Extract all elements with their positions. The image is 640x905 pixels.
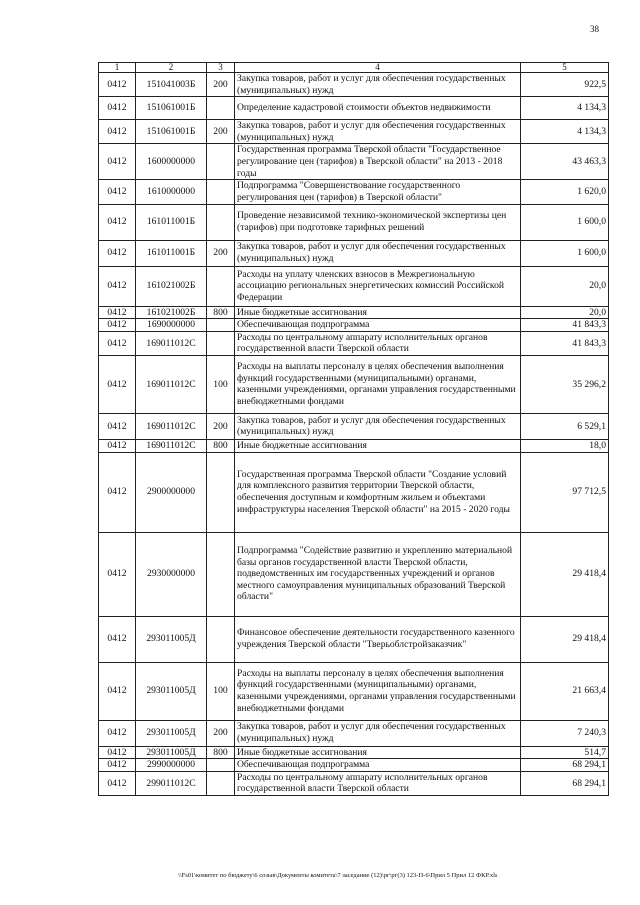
- section-code-cell: 0412: [99, 180, 136, 204]
- table-body: [99, 73, 609, 796]
- expense-type-cell: 100: [207, 662, 235, 720]
- expense-type-cell: 200: [207, 240, 235, 266]
- target-article-cell: 169011012С: [136, 331, 207, 355]
- amount-cell: 21 663,4: [521, 662, 609, 720]
- description-cell: Закупка товаров, работ и услуг для обеспечения государственных (муниципальных) нужд: [235, 413, 521, 439]
- section-code-cell: 0412: [99, 771, 136, 795]
- section-code-cell: 0412: [99, 306, 136, 319]
- amount-cell: 4 134,3: [521, 120, 609, 144]
- expense-type-cell: [207, 266, 235, 306]
- table-row: [99, 73, 609, 97]
- expense-type-cell: [207, 771, 235, 795]
- amount-cell: 1 600,0: [521, 204, 609, 240]
- description-cell: Обеспечивающая подпрограмма: [235, 319, 521, 332]
- amount-cell: 97 712,5: [521, 452, 609, 532]
- target-article-cell: 2990000000: [136, 759, 207, 772]
- target-article-cell: 169011012С: [136, 439, 207, 452]
- table-row: [99, 180, 609, 204]
- target-article-cell: 293011005Д: [136, 662, 207, 720]
- target-article-cell: 161011001Б: [136, 204, 207, 240]
- amount-cell: 514,7: [521, 746, 609, 759]
- table-row: [99, 97, 609, 120]
- expense-type-cell: 200: [207, 413, 235, 439]
- header-col-5: 5: [521, 63, 609, 73]
- description-cell: Расходы на выплаты персоналу в целях обеспечения выполнения функций государственными (муниципальными) органами, казенными учреждениями, органами управления государственными внебюджетными фондами: [235, 662, 521, 720]
- target-article-cell: 2900000000: [136, 452, 207, 532]
- section-code-cell: 0412: [99, 204, 136, 240]
- section-code-cell: 0412: [99, 266, 136, 306]
- table-row: [99, 144, 609, 180]
- description-cell: Иные бюджетные ассигнования: [235, 306, 521, 319]
- section-code-cell: 0412: [99, 616, 136, 662]
- table-row: [99, 204, 609, 240]
- description-cell: Расходы по центральному аппарату исполнительных органов государственной власти Тверской области: [235, 771, 521, 795]
- target-article-cell: 1690000000: [136, 319, 207, 332]
- section-code-cell: 0412: [99, 97, 136, 120]
- description-cell: Проведение независимой технико-экономической экспертизы цен (тарифов) при подготовке тарифных решений: [235, 204, 521, 240]
- table-row: [99, 319, 609, 332]
- expense-type-cell: [207, 759, 235, 772]
- target-article-cell: 161021002Б: [136, 306, 207, 319]
- header-col-3: 3: [207, 63, 235, 73]
- table-row: [99, 720, 609, 746]
- expense-type-cell: 800: [207, 306, 235, 319]
- target-article-cell: 293011005Д: [136, 720, 207, 746]
- section-code-cell: 0412: [99, 120, 136, 144]
- table-row: [99, 120, 609, 144]
- amount-cell: 18,0: [521, 439, 609, 452]
- amount-cell: 1 620,0: [521, 180, 609, 204]
- description-cell: Закупка товаров, работ и услуг для обеспечения государственных (муниципальных) нужд: [235, 120, 521, 144]
- section-code-cell: 0412: [99, 532, 136, 616]
- section-code-cell: 0412: [99, 240, 136, 266]
- section-code-cell: 0412: [99, 662, 136, 720]
- table-row: [99, 616, 609, 662]
- section-code-cell: 0412: [99, 144, 136, 180]
- target-article-cell: 293011005Д: [136, 746, 207, 759]
- table-row: [99, 759, 609, 772]
- section-code-cell: 0412: [99, 355, 136, 413]
- table-row: [99, 746, 609, 759]
- expense-type-cell: 100: [207, 355, 235, 413]
- table-row: [99, 355, 609, 413]
- section-code-cell: 0412: [99, 439, 136, 452]
- expense-type-cell: [207, 532, 235, 616]
- amount-cell: 68 294,1: [521, 759, 609, 772]
- amount-cell: 29 418,4: [521, 616, 609, 662]
- amount-cell: 41 843,3: [521, 319, 609, 332]
- section-code-cell: 0412: [99, 331, 136, 355]
- target-article-cell: 151041003Б: [136, 73, 207, 97]
- amount-cell: 43 463,3: [521, 144, 609, 180]
- amount-cell: 35 296,2: [521, 355, 609, 413]
- amount-cell: 20,0: [521, 306, 609, 319]
- table-row: [99, 452, 609, 532]
- section-code-cell: 0412: [99, 319, 136, 332]
- expense-type-cell: [207, 319, 235, 332]
- description-cell: Расходы по центральному аппарату исполнительных органов государственной власти Тверской области: [235, 331, 521, 355]
- amount-cell: 68 294,1: [521, 771, 609, 795]
- table-row: [99, 331, 609, 355]
- description-cell: Определение кадастровой стоимости объектов недвижимости: [235, 97, 521, 120]
- expense-type-cell: [207, 204, 235, 240]
- amount-cell: 29 418,4: [521, 532, 609, 616]
- target-article-cell: 151061001Б: [136, 120, 207, 144]
- target-article-cell: 151061001Б: [136, 97, 207, 120]
- header-col-2: 2: [136, 63, 207, 73]
- expense-type-cell: [207, 144, 235, 180]
- table-row: [99, 771, 609, 795]
- section-code-cell: 0412: [99, 73, 136, 97]
- amount-cell: 6 529,1: [521, 413, 609, 439]
- expense-type-cell: [207, 180, 235, 204]
- expense-type-cell: 200: [207, 73, 235, 97]
- expense-type-cell: [207, 331, 235, 355]
- target-article-cell: 299011012С: [136, 771, 207, 795]
- section-code-cell: 0412: [99, 720, 136, 746]
- description-cell: Закупка товаров, работ и услуг для обеспечения государственных (муниципальных) нужд: [235, 240, 521, 266]
- target-article-cell: 1610000000: [136, 180, 207, 204]
- amount-cell: 4 134,3: [521, 97, 609, 120]
- budget-table: [98, 62, 609, 796]
- section-code-cell: 0412: [99, 746, 136, 759]
- amount-cell: 1 600,0: [521, 240, 609, 266]
- description-cell: Иные бюджетные ассигнования: [235, 439, 521, 452]
- description-cell: Закупка товаров, работ и услуг для обеспечения государственных (муниципальных) нужд: [235, 720, 521, 746]
- expense-type-cell: 200: [207, 720, 235, 746]
- table-row: [99, 662, 609, 720]
- expense-type-cell: [207, 452, 235, 532]
- description-cell: Иные бюджетные ассигнования: [235, 746, 521, 759]
- description-cell: Обеспечивающая подпрограмма: [235, 759, 521, 772]
- target-article-cell: 2930000000: [136, 532, 207, 616]
- target-article-cell: 169011012С: [136, 355, 207, 413]
- file-path-footer: \\Fs01\комитет по бюджету\6 созыв\Документы комитета\7 заседание (12)\рг\рг(3) 123-П-6\Прил 5 Прил 12 ФКР.xls: [178, 872, 498, 879]
- section-code-cell: 0412: [99, 452, 136, 532]
- description-cell: Закупка товаров, работ и услуг для обеспечения государственных (муниципальных) нужд: [235, 73, 521, 97]
- amount-cell: 7 240,3: [521, 720, 609, 746]
- description-cell: Подпрограмма "Содействие развитию и укреплению материальной базы органов государственной власти Тверской области, подведомственных им государственных учреждений и органов местного самоуправления муниципальных образований Тверской области": [235, 532, 521, 616]
- amount-cell: 922,5: [521, 73, 609, 97]
- table-header-row: [99, 63, 609, 73]
- table-row: [99, 532, 609, 616]
- expense-type-cell: 800: [207, 746, 235, 759]
- table-row: [99, 306, 609, 319]
- description-cell: Подпрограмма "Совершенствование государственного регулирования цен (тарифов) в Тверской области": [235, 180, 521, 204]
- target-article-cell: 293011005Д: [136, 616, 207, 662]
- description-cell: Государственная программа Тверской области "Создание условий для комплексного развития территории Тверской области, обеспечения доступным и комфортным жильем и объектами инфраструктуры населения Тверской области" на 2015 - 2020 годы: [235, 452, 521, 532]
- page-number: 38: [590, 24, 599, 34]
- description-cell: Финансовое обеспечение деятельности государственного казенного учреждения Тверской области "Тверьоблстройзаказчик": [235, 616, 521, 662]
- amount-cell: 20,0: [521, 266, 609, 306]
- table-row: [99, 439, 609, 452]
- table-row: [99, 266, 609, 306]
- expense-type-cell: 800: [207, 439, 235, 452]
- header-col-4: 4: [235, 63, 521, 73]
- description-cell: Расходы на выплаты персоналу в целях обеспечения выполнения функций государственными (муниципальными) органами, казенными учреждениями, органами управления государственными внебюджетными фондами: [235, 355, 521, 413]
- table-row: [99, 240, 609, 266]
- target-article-cell: 1600000000: [136, 144, 207, 180]
- expense-type-cell: 200: [207, 120, 235, 144]
- description-cell: Расходы на уплату членских взносов в Межрегиональную ассоциацию региональных энергетических комиссий Российской Федерации: [235, 266, 521, 306]
- expense-type-cell: [207, 616, 235, 662]
- target-article-cell: 169011012С: [136, 413, 207, 439]
- header-col-1: 1: [99, 63, 136, 73]
- amount-cell: 41 843,3: [521, 331, 609, 355]
- target-article-cell: 161021002Б: [136, 266, 207, 306]
- description-cell: Государственная программа Тверской области "Государственное регулирование цен (тарифов) в Тверской области" на 2013 - 2018 годы: [235, 144, 521, 180]
- target-article-cell: 161011001Б: [136, 240, 207, 266]
- section-code-cell: 0412: [99, 759, 136, 772]
- table-row: [99, 413, 609, 439]
- expense-type-cell: [207, 97, 235, 120]
- section-code-cell: 0412: [99, 413, 136, 439]
